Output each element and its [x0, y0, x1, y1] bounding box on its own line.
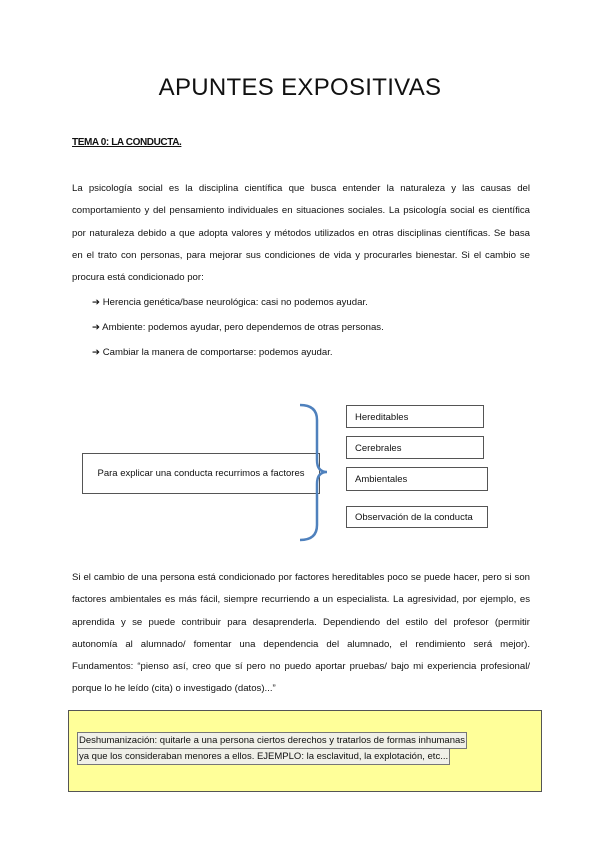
note-line: Deshumanización: quitarle a una persona ciertos derechos y tratarlos de formas inhumanas [77, 732, 467, 749]
note-line: ya que los consideraban menores a ellos. EJEMPLO: la esclavitud, la explotación, etc... [77, 748, 450, 765]
note-box [68, 710, 542, 792]
factor-box: Observación de la conducta [346, 506, 488, 528]
page-title: APUNTES EXPOSITIVAS [158, 74, 442, 101]
factor-box: Hereditables [346, 405, 484, 428]
bullet-list [92, 297, 384, 372]
factor-box: Cerebrales [346, 436, 484, 459]
factor-box: Ambientales [346, 467, 488, 491]
bullet-item: ➔ Ambiente: podemos ayudar, pero dependemos de otras personas. [92, 322, 384, 333]
diagram-main-box: Para explicar una conducta recurrimos a factores [82, 453, 320, 494]
section-heading: TEMA 0: LA CONDUCTA. [72, 137, 182, 148]
bullet-item: ➔ Cambiar la manera de comportarse: podemos ayudar. [92, 347, 333, 358]
second-paragraph: Si el cambio de una persona está condicionado por factores hereditables poco se puede hacer, pero si son factores ambientales es más fácil, siempre recurriendo a un especialista. La agresividad, por ejemplo, es aprendida y se puede contribuir para desaprenderla. Dependiendo del estilo del profesor (permitir autonomía al alumnado/ fomentar una dependencia del alumnado, el rendimiento será mejor). Fundamentos: “pienso así, creo que sí pero no puedo aportar pruebas/ bajo mi experiencia profesional/ porque lo he leído (cita) o investigado (datos)...” [72, 572, 530, 695]
bullet-item: ➔ Herencia genética/base neurológica: casi no podemos ayudar. [92, 297, 368, 308]
intro-paragraph: La psicología social es la disciplina científica que busca entender la naturaleza y las causas del comportamiento y del pensamiento individuales en situaciones sociales. La psicología social es científica por naturaleza debido a que adopta valores y métodos utilizados en otras disciplinas científicas. Se basa en el trato con personas, para mejorar sus condiciones de vida y procurarles bienestar. Si el cambio se procura está condicionado por: [72, 183, 530, 284]
brace-icon [295, 400, 335, 545]
